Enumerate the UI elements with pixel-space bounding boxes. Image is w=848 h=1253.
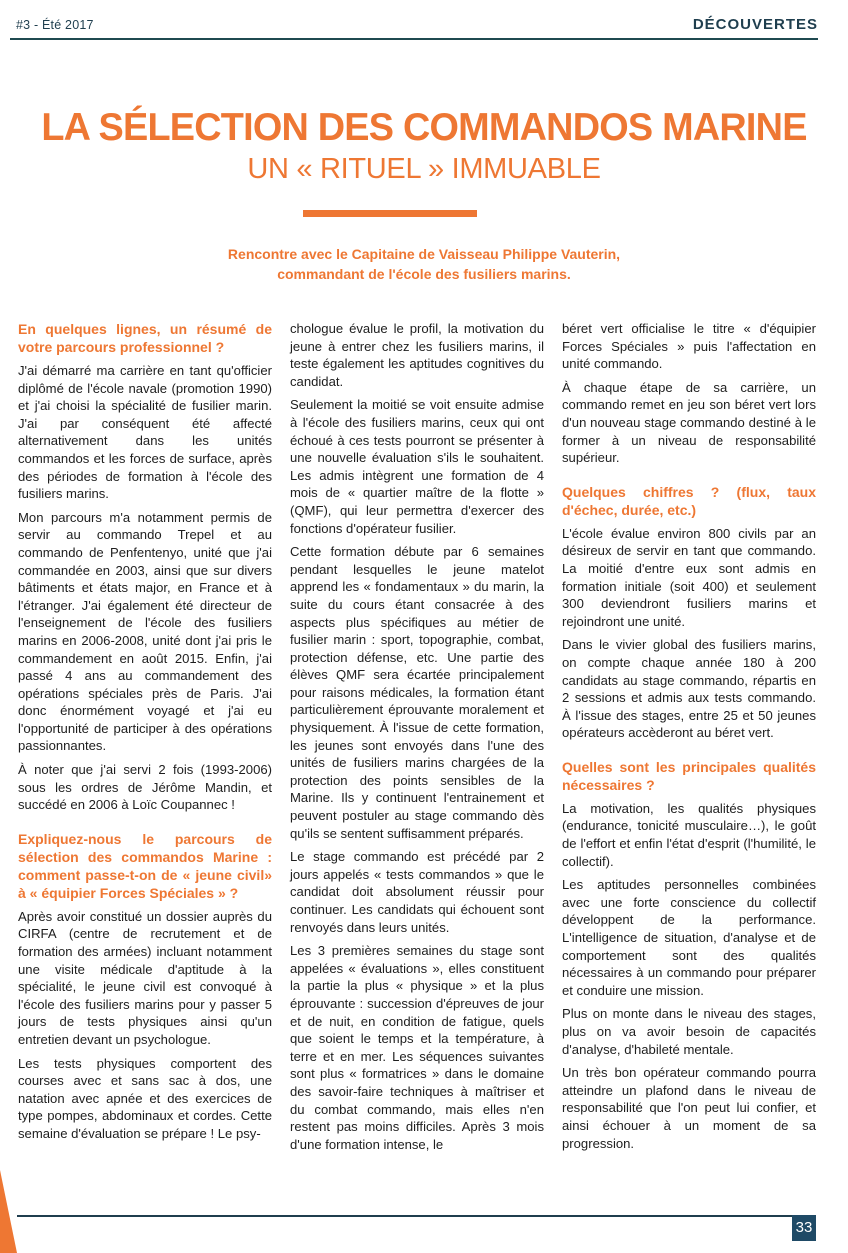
intro-line-1: Rencontre avec le Capitaine de Vaisseau Philippe Vauterin, [227,246,621,262]
article-title: LA SÉLECTION DES COMMANDOS MARINE [41,106,807,149]
paragraph: Plus on monte dans le niveau des stages, plus on va avoir besoin de capacités d'analyse, d'habileté mentale. [562,1006,816,1057]
paragraph: Dans le vivier global des fusiliers marins, on compte chaque année 180 à 200 candidats au stage commando, répartis en 2 sessions et admis aux tests commando. À l'issue des stages, entre 25 et 50 jeunes opérateurs accèderont au béret vert. [562,637,816,741]
paragraph: À chaque étape de sa carrière, un commando remet en jeu son béret vert lors d'un nouveau stage commando destiné à le former à un niveau de responsabilité supérieur. [562,379,816,466]
article-intro [0,244,848,284]
page-header [10,14,818,38]
intro-line-2: commandant de l'école des fusiliers marins. [277,266,571,282]
issue-label: #3 - Été 2017 [16,18,94,32]
article-body [18,320,816,1152]
paragraph: Seulement la moitié se voit ensuite admise à l'école des fusiliers marins, ceux qui ont échoué à ces tests pourront se présenter à une nouvelle évaluation s'ils le souhaitent. Les admis intègrent une formation de 4 mois de « quartier maître de la flotte » (QMF), qui leur permettra d'exercer des fonctions d'opérateur fusilier. [290,397,544,536]
paragraph: L'école évalue environ 800 civils par an désireux de servir en tant que commando. La moitié d'entre eux sont admis en formation initiale (soit 400) et seulement 300 deviendront fusiliers marins et rejoindront une unité. [562,525,816,629]
paragraph: béret vert officialise le titre « d'équipier Forces Spéciales » puis l'affectation en unité commando. [562,321,816,372]
paragraph: Cette formation débute par 6 semaines pendant lesquelles le jeune matelot apprend les « fondamentaux » du marin, la suite du cours étant consacrée à des aspects plus spécifiques au métier de fusilier marin : sport, topographie, combat, protection défense, etc. Une partie des élèves QMF sera écartée principalement pour raisons médicales, la formation étant particulièrement éprouvante moralement et physiquement. À l'issue de cette formation, les jeunes sont envoyés dans l'une des unités de fusiliers marins chargées de la protection des points sensibles de la Marine. Ils y continuent l'entrainement et peuvent postuler au stage commando dès qu'ils se sentent suffisamment préparés. [290,544,544,841]
paragraph: Les aptitudes personnelles combinées avec une forte conscience du collectif développent de la performance. L'intelligence de situation, d'analyse et de comportement sont des qualités nécessaires à un commando pour préparer et conduire une mission. [562,877,816,998]
paragraph: chologue évalue le profil, la motivation du jeune à entrer chez les fusiliers marins, il teste également les aptitudes cognitives du candidat. [290,321,544,389]
column-2 [290,320,544,1159]
orange-corner-decoration [0,1170,17,1253]
paragraph: Un très bon opérateur commando pourra atteindre un plafond dans le niveau de responsabilité que l'on peut lui confier, et ainsi échouer à un moment de sa progression. [562,1065,816,1151]
paragraph: Les tests physiques comportent des courses avec et sans sac à dos, une natation avec apnée et des exercices de type pompes, abdominaux et cordes. Cette semaine d'évaluation se prépare ! Le psy- [18,1055,272,1141]
question-heading: Quelles sont les principales qualités nécessaires ? [562,758,816,793]
title-accent-bar [303,210,477,217]
question-heading: Expliquez-nous le parcours de sélection des commandos Marine : comment passe-t-on de « jeune civil» à « équipier Forces Spéciales » ? [18,830,272,901]
paragraph: À noter que j'ai servi 2 fois (1993-2006) sous les ordres de Jérôme Mandin, et succédé en 2006 à Loïc Coupannec ! [18,762,272,813]
article-subtitle: UN « RITUEL » IMMUABLE [247,153,601,185]
section-label: DÉCOUVERTES [692,16,818,33]
paragraph: Le stage commando est précédé par 2 jours appelés « tests commandos » que le candidat doit absolument réussir pour continuer. Les candidats qui échouent sont renvoyés dans leurs unités. [290,849,544,935]
header-divider [10,38,818,40]
column-3 [562,320,816,1158]
paragraph: La motivation, les qualités physiques (endurance, tonicité musculaire…), le goût de l'effort et enfin l'état d'esprit (l'humilité, le collectif). [562,800,816,869]
question-heading: En quelques lignes, un résumé de votre parcours professionnel ? [18,321,272,355]
paragraph: Après avoir constitué un dossier auprès du CIRFA (centre de recrutement et de formation des armées) incluant notamment une visite médicale d'aptitude à la spécialité, le jeune civil est convoqué à l'école des fusiliers marins pour y passer 5 jours de tests physiques ainsi qu'un entretien devant un psychologue. [18,908,272,1047]
paragraph: J'ai démarré ma carrière en tant qu'officier diplômé de l'école navale (promotion 1990) et j'ai choisi la spécialité de fusilier marin. J'ai par conséquent été affecté alternativement dans les unités commandos et les forces de surface, après des périodes de formation à l'école des fusiliers marins. [18,363,272,502]
paragraph: Les 3 premières semaines du stage sont appelées « évaluations », elles constituent la partie la plus « physique » et la plus éprouvante : succession d'épreuves de jour et de nuit, en condition de fatigue, quels que soient le temps et la température, à terre et en mer. Les séquences suivantes sont plus « formatrices » dans le domaine des savoir-faire techniques à maîtriser et du combat commando, mais elles n'en restent pas moins difficiles. Après 3 mois d'une formation intense, le [290,943,544,1152]
footer-divider [17,1215,815,1217]
page-number-badge: 33 [792,1215,816,1241]
column-1 [18,320,272,1149]
paragraph: Mon parcours m'a notamment permis de servir au commando Trepel et au commando de Penfentenyo, unité que j'ai commandée en 2003, ainsi que sur divers bâtiments et états major, en France et à l'étranger. J'ai également été directeur de l'enseignement de l'école des fusiliers marins en 2006-2008, unité dont j'ai pris le commandement en août 2015. Enfin, j'ai passé 4 ans au commandement des opérations spéciales près de Paris. J'ai donc énormément voyagé et j'ai eu l'opportunité de participer à des opérations passionnantes. [18,509,272,754]
question-heading: Quelques chiffres ? (flux, taux d'échec, durée, etc.) [562,483,816,518]
